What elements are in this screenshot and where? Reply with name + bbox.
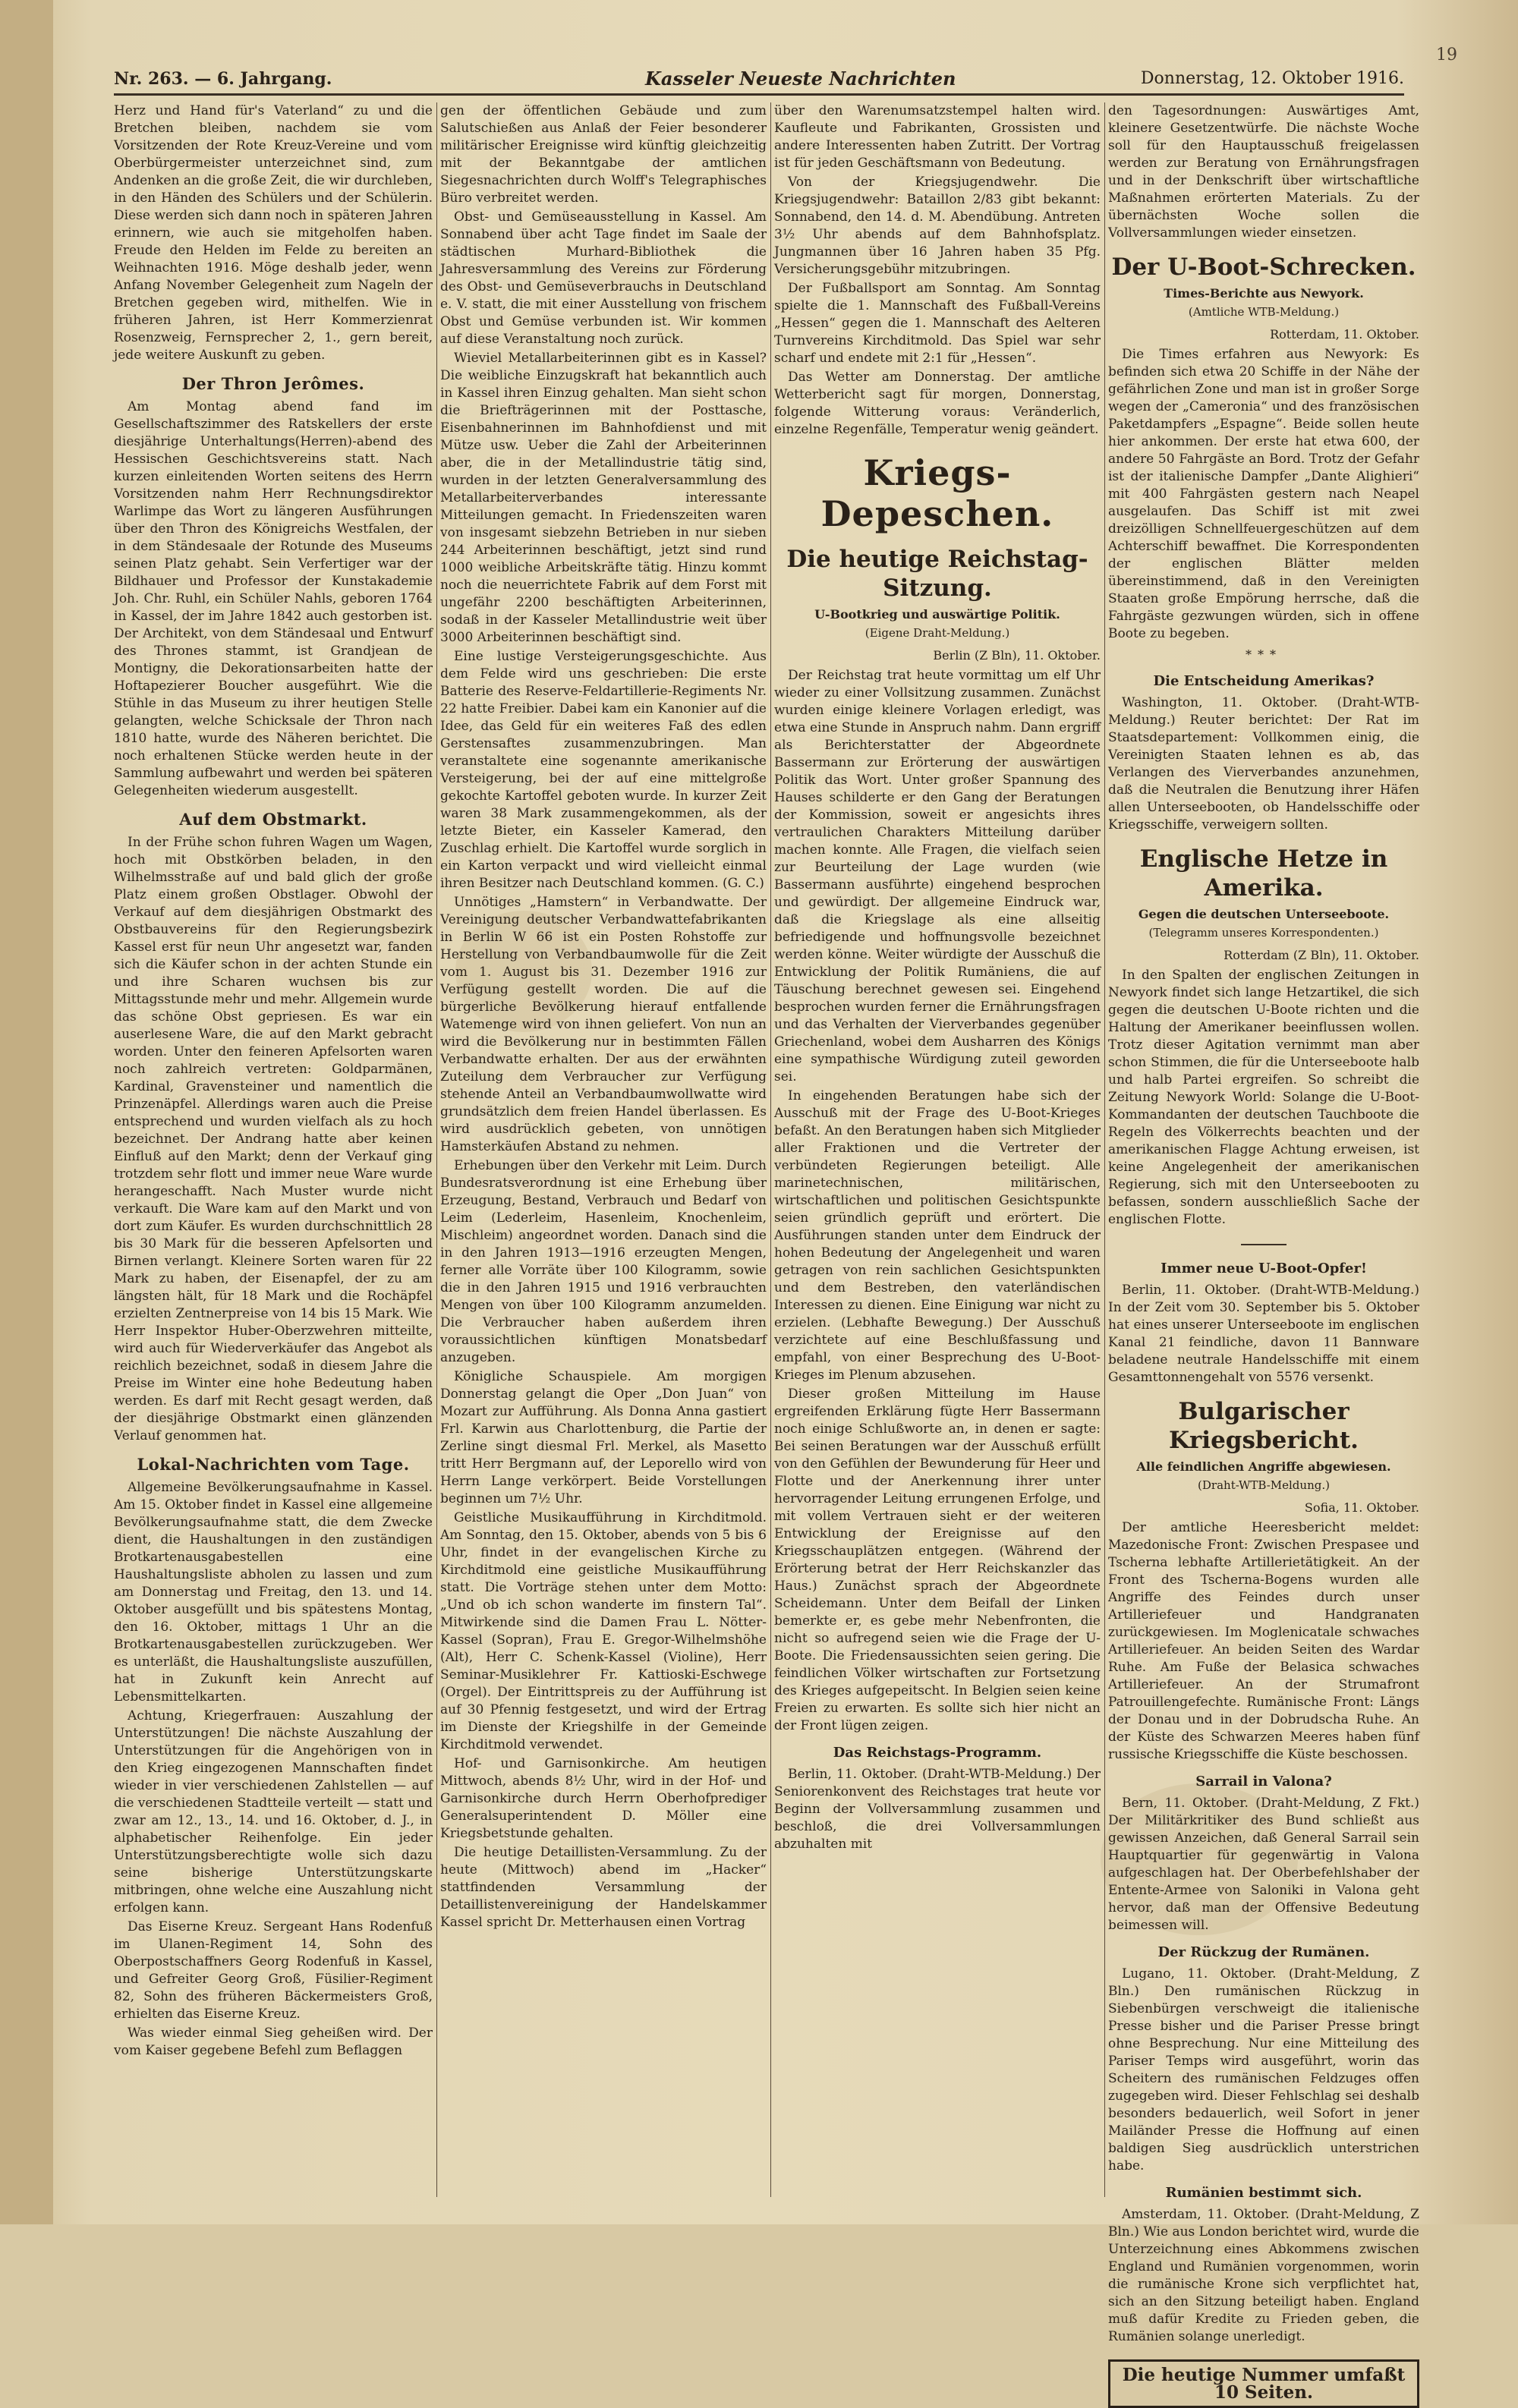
article-headline: Immer neue U-Boot-Opfer! bbox=[1161, 1261, 1367, 1276]
column-3 bbox=[774, 102, 1101, 2197]
article-text: Bern, 11. Oktober. (Draht-Meldung, Z Fkt.) Der Militärkritiker des Bund schließt aus gewissen Anzeichen, daß General Sarrail sein Hauptquartier für gegenwärtig in Valona aufgeschlagen hat. Der Oberbefehlshaber der Entente-Armee von Saloniki in Valona geht hervor, daß man der Offensive Bedeutung beimessen will. bbox=[1108, 1796, 1419, 1933]
column-rule bbox=[1104, 102, 1105, 2197]
article-dateline: Sofia, 11. Oktober. bbox=[1304, 1500, 1419, 1515]
issue-date: Donnerstag, 12. Oktober 1916. bbox=[1140, 69, 1404, 88]
article-text: Was wieder einmal Sieg geheißen wird. Der vom Kaiser gegebene Befehl zum Beflaggen bbox=[114, 2026, 433, 2058]
page-count-notice: Die heutige Nummer umfaßt 10 Seiten. bbox=[1108, 2359, 1419, 2408]
page-header bbox=[114, 65, 1404, 96]
article-text: Der Reichstag trat heute vormittag um elf Uhr wieder zu einer Vollsitzung zusammen. Zunächst wurden einige kleinere Vorlagen erledigt, was etwa eine Stunde in Anspruch nahm. Dann ergriff als Berichterstatter der Abgeordnete Bassermann zur Erörterung der auswärtigen Politik das Wort. Unter großer Spannung des Hauses schilderte er den Gang der Beratungen der Kommission, soweit er angesichts ihres vertraulichen Charakters Mitteilung darüber machen konnte. Alle Fragen, die vielfach seien zur Beurteilung der Lage wurden (wie Bassermann ausführte) eingehend besprochen und gewürdigt. Der allgemeine Eindruck war, daß die Kriegslage als eine allseitig befriedigende und hoffnungsvolle bezeichnet werden könne. Weiter würdigte der Ausschuß die Entwicklung der Politik Rumäniens, die auf Täuschung berechnet gewesen sei. Eingehend besprochen wurden ferner die Ernährungsfragen und das Verhalten der Vierverbandes gegenüber Griechenland, wobei dem Ausharren des Königs eine sympathische Würdigung zuteil geworden sei. bbox=[774, 668, 1101, 1084]
issue-number: Nr. 263. — 6. Jahrgang. bbox=[114, 69, 332, 89]
article-text: gen der öffentlichen Gebäude und zum Salutschießen aus Anlaß der Feier besonderer militärischer Ereignisse wird künftig gleichzeitig mit der Bekanntgabe der amtlichen Siegesnachrichten durch Wolff's Telegraphisches Büro verbreitet werden. bbox=[440, 103, 767, 206]
article-headline: Auf dem Obstmarkt. bbox=[179, 810, 367, 829]
article-text: Eine lustige Versteigerungsgeschichte. Aus dem Felde wird uns geschrieben: Die erste Batterie des Reserve-Feldartillerie-Regiments Nr. 22 hatte Freibier. Dabei kam ein Kanonier auf die Idee, das Geld für ein weiteres Faß des edlen Gerstensaftes zusammenzubringen. Man veranstaltete eine sogenannte amerikanische Versteigerung, bei der auf eine mittelgroße gekochte Kartoffel geboten wurde. In kurzer Zeit waren 38 Mark zusammengekommen, als der letzte Bieter, ein Kasseler Kamerad, den Zuschlag erhielt. Die Kartoffel wurde sorglich in ein Karton verpackt und wird vielleicht einmal ihren Besitzer nach Deutschland kommen. (G. C.) bbox=[440, 649, 767, 891]
article-dateline: Rotterdam (Z Bln), 11. Oktober. bbox=[1224, 948, 1419, 962]
column-rule bbox=[770, 102, 771, 2197]
article-text: Herz und Hand für's Vaterland“ zu und die Bretchen bleiben, nachdem sie vom Vorsitzenden der Rote Kreuz-Vereine und vom Oberbürgermeister unterzeichnet sind, zum Andenken an die große Zeit, die wir durchleben, in den Händen des Schülers und der Schülerin. Diese werden sich dann noch in späteren Jahren erinnern, wie auch sie mitgeholfen haben. Freude den Helden im Felde zu bereiten an Weihnachten 1916. Möge deshalb jeder, wenn Anfang November Gelegenheit zum Nageln der Bretchen gegeben wird, mithelfen. Wie in früheren Jahren, ist Herr Kommerzienrat Rosenzweig, Fernsprecher 2, 1., gern bereit, jede weitere Auskunft zu geben. bbox=[114, 103, 433, 363]
article-text: Erhebungen über den Verkehr mit Leim. Durch Bundesratsverordnung ist eine Erhebung über Erzeugung, Bestand, Verbrauch und Bedarf von Leim (Lederleim, Hasenleim, Knochenleim, Mischleim) angeordnet worden. Danach sind die in den Jahren 1913—1916 erzeugten Mengen, ferner alle Vorräte über 100 Kilogramm, sowie die in den Jahren 1915 und 1916 verbrauchten Mengen von über 100 Kilogramm anzumelden. Die Verbraucher haben außerdem ihren voraussichtlichen künftigen Monatsbedarf anzugeben. bbox=[440, 1158, 767, 1365]
article-text: Geistliche Musikaufführung in Kirchditmold. Am Sonntag, den 15. Oktober, abends von 5 bis 6 Uhr, findet in der evangelischen Kirche zu Kirchditmold eine geistliche Musikaufführung statt. Die Vorträge stehen unter dem Motto: „Und ob ich schon wanderte im finstern Tal“. Mitwirkende sind die Damen Frau L. Nötter-Kassel (Sopran), Frau E. Gregor-Wilhelmshöhe (Alt), Herr C. Schenk-Kassel (Violine), Herr Seminar-Musiklehrer Fr. Kattioski-Eschwege (Orgel). Der Eintrittspreis zu der Aufführung ist auf 30 Pfennig festgesetzt, und wird der Ertrag im Dienste der Kriegshilfe in der Gemeinde Kirchditmold verwendet. bbox=[440, 1510, 767, 1752]
article-text: Dieser großen Mitteilung im Hause ergreifenden Erklärung fügte Herr Bassermann noch einige Schlußworte an, in denen er sagte: Bei seinen Beratungen war der Ausschuß erfüllt von den Gefühlen der Bewunderung für Heer und Flotte und der Anerkennung ihrer unter hervorragender Leitung errungenen Erfolge, und mit vollem Vertrauen sieht er der weiteren Entwicklung der Ereignisse auf den Kriegsschauplätzen entgegen. (Während der Erörterung betrat der Herr Reichskanzler das Haus.) Zunächst sprach der Abgeordnete Scheidemann. Unter dem Beifall der Linken bemerkte er, es gebe mehr Nebenfronten, die nicht so aufregend seien wie die Frage der U-Boote. Die Friedensaussichten seien gering. Die feindlichen Völker wirtschaften zur Fortsetzung des Krieges aufgepeitscht. In Belgien seien keine Freien zu erwarten. Es sollte sich hier nicht an der Front lügen zeigen. bbox=[774, 1387, 1101, 1733]
article-headline: Die Entscheidung Amerikas? bbox=[1153, 673, 1375, 689]
section-banner-headline: Kriegs-Depeschen. bbox=[820, 452, 1054, 534]
article-text: In den Spalten der englischen Zeitungen in Newyork findet sich lange Hetzartikel, die sich gegen die deutschen U-Boote richten und die Haltung der Amerikaner beeinflussen wollen. Trotz dieser Agitation vernimmt man aber schon Stimmen, die für die Unterseeboote halb und halb Partei ergreifen. So schreibt die Zeitung Newyork World: Solange die U-Boot-Kommandanten der deutschen Tauchboote die Regeln des Völkerrechts beachten und der amerikanischen Flagge Achtung erweisen, ist keine Angelegenheit der amerikanischen Regierung, sich mit den Unterseebooten zu befassen, sondern ausschließlich Sache der englischen Flotte. bbox=[1108, 968, 1419, 1227]
article-text: Amsterdam, 11. Oktober. (Draht-Meldung, Z Bln.) Wie aus London berichtet wird, wurde die Unterzeichnung eines Abkommens zwischen England und Rumänien vorgenommen, worin die rumänische Krone sich verpflichtet hat, sich an den Sitzung beteiligt haben. England muß dafür Kredite zu Frieden geben, die Rumänien solange unerledigt. bbox=[1108, 2207, 1419, 2344]
article-source: (Telegramm unseres Korrespondenten.) bbox=[1148, 926, 1379, 940]
article-text: Am Montag abend fand im Gesellschaftszimmer des Ratskellers der erste diesjährige Unterhaltungs(Herren)-abend des Hessischen Geschichtsvereins statt. Nach kurzen einleitenden Worten seitens des Herrn Vorsitzenden nahm Herr Rechnungsdirektor Warlimpe das Wort zu längeren Ausführungen über den Thron des Königreichs Westfalen, der in dem Ständesaale der Rotunde des Museums seinen Platz gehabt. Sein Verfertiger war der Bildhauer und Professor der Kunstakademie Joh. Chr. Ruhl, ein Schüler Nahls, geboren 1764 in Kassel, der im Jahre 1842 auch gestorben ist. Der Architekt, von dem Ständesaal und Entwurf des Thrones stammt, ist Grandjean de Montigny, die Dekorationsarbeiten hatte der Hoftapezierer Boucher ausgeführt. Wie die Stühle in das Museum zu ihrer heutigen Stelle gelangten, welche Schicksale der Thron nach 1810 hatte, wurde des Näheren berichtet. Die noch erhaltenen Stücke werden heute in der Sammlung aufbewahrt und werden bei späteren Gelegenheiten wiederum ausgestellt. bbox=[114, 399, 433, 798]
article-source: (Amtliche WTB-Meldung.) bbox=[1188, 305, 1340, 319]
article-subheadline: U-Bootkrieg und auswärtige Politik. bbox=[814, 607, 1060, 622]
article-text: Lugano, 11. Oktober. (Draht-Meldung, Z Bln.) Den rumänischen Rückzug in Siebenbürgen verschweigt die italienische Presse bisher und die Pariser Presse bringt ohne Besprechung. Nur eine Mitteilung des Pariser Temps wird ausgeführt, worin das Scheitern des rumänischen Feldzuges offen zugegeben wird. Dieser Fehlschlag sei deshalb besonders bedauerlich, weil Sofort in jener Mailänder Presse die Hoffnung auf einen baldigen Sieg ausdrücklich unterstrichen habe. bbox=[1108, 1966, 1419, 2173]
article-text: Achtung, Kriegerfrauen: Auszahlung der Unterstützungen! Die nächste Auszahlung der Unterstützungen für die Angehörigen von in den Krieg eingezogenen Mannschaften findet wieder in vier verschiedenen Zahlstellen — auf die verschiedenen Stadtteile verteilt — statt und zwar am 12., 13., 14. und 16. Oktober, d. J., in alphabetischer Reihenfolge. Ein jeder Unterstützungsberechtigte wolle sich dazu seine bisherige Unterstützungskarte mitbringen, ohne welche eine Auszahlung nicht erfolgen kann. bbox=[114, 1708, 433, 1915]
article-dateline: Rotterdam, 11. Oktober. bbox=[1270, 327, 1419, 342]
separator-rule bbox=[1108, 1233, 1419, 1251]
article-text: Hof- und Garnisonkirche. Am heutigen Mittwoch, abends 8½ Uhr, wird in der Hof- und Garnisonkirche durch Herrn Oberhofprediger Generalsuperintendent D. Möller eine Kriegsbetstunde gehalten. bbox=[440, 1756, 767, 1841]
article-subheadline: Times-Berichte aus Newyork. bbox=[1164, 286, 1364, 301]
article-text: Wieviel Metallarbeiterinnen gibt es in Kassel? Die weibliche Einzugskraft hat bekanntlich auch in Kassel ihren Einzug gehalten. Man sieht schon die Briefträgerinnen mit der Posttasche, Eisenbahnerinnen im Bahnhofdienst und mit Mütze usw. Ueber die Zahl der Arbeiterinnen aber, die in der Metallindustrie tätig sind, wurden in der letzten Generalversammlung des Metallarbeiterverbandes interessante Mitteilungen gemacht. In Friedenszeiten waren von insgesamt siebzehn Betrieben in nur sieben 244 Arbeiterinnen beschäftigt, jetzt sind rund 1000 weibliche Arbeitskräfte tätig. Hinzu kommt noch die neuerrichtete Fabrik auf dem Forst mit ungefähr 2200 beschäftigten Arbeiterinnen, sodaß in der Kasseler Metallindustrie weit über 3000 Arbeiterinnen beschäftigt sind. bbox=[440, 351, 767, 645]
article-text: Die Times erfahren aus Newyork: Es befinden sich etwa 20 Schiffe in der Nähe der gefährlichen Zone und man ist in großer Sorge wegen der „Cameronia“ und des französischen Paketdampfers „Espagne“. Beide sollen heute hier ankommen. Der erste hat etwa 600, der andere 50 Fahrgäste an Bord. Trotz der Gefahr ist der italienische Dampfer „Dante Alighieri“ mit 400 Fahrgästen gestern nach Neapel ausgelaufen. Das Schiff ist mit zwei dreizölligen Schnellfeuergeschützen auf dem Achterschiff bewaffnet. Die Korrespondenten der englischen Blätter melden übereinstimmend, daß in den Vereinigten Staaten große Empörung herrsche, daß die Fahrgäste gezwungen würden, sich in offene Boote zu begeben. bbox=[1108, 347, 1419, 641]
article-headline: Der Rückzug der Rumänen. bbox=[1157, 1944, 1370, 1960]
article-dateline: Berlin (Z Bln), 11. Oktober. bbox=[933, 648, 1101, 663]
section-headline: Lokal-Nachrichten vom Tage. bbox=[137, 1455, 410, 1474]
column-4 bbox=[1108, 102, 1419, 2403]
article-headline: Der Thron Jerômes. bbox=[181, 374, 365, 393]
binding-margin bbox=[0, 0, 53, 2224]
article-text: Unnötiges „Hamstern“ in Verbandwatte. Der Vereinigung deutscher Verbandwattefabrikanten in Berlin W 66 ist ein Posten Rohstoffe zur Herstellung von Verbandbaumwolle für die Zeit vom 1. August bis 31. Dezember 1916 zur Verfügung gestellt worden. Die auf die bürgerliche Bevölkerung hierauf entfallende Watemenge wird von ihnen geliefert. Von nun an wird die Bevölkerung nur in bestimmten Fällen Verbandwatte erhalten. Der aus der erwähnten Zuteilung dem Verbraucher zur Verfügung stehende Anteil an Verbandbaumwollwatte wird grundsätzlich dem freien Handel überlassen. Es wird ausdrücklich gebeten, von unnötigen Hamsterkäufen Abstand zu nehmen. bbox=[440, 895, 767, 1154]
article-text: Berlin, 11. Oktober. (Draht-WTB-Meldung.) In der Zeit vom 30. September bis 5. Oktober hat eines unserer Unterseeboote im englischen Kanal 21 feindliche, davon 11 Bannware beladene neutrale Handelsschiffe mit einem Gesamttonnengehalt von 5576 versenkt. bbox=[1108, 1283, 1419, 1385]
article-text: In eingehenden Beratungen habe sich der Ausschuß mit der Frage des U-Boot-Krieges befaßt. An den Beratungen haben sich Mitglieder aller Fraktionen und die Vertreter der verbündeten Regierungen beteiligt. Alle marinetechnischen, militärischen, wirtschaftlichen und politischen Gesichtspunkte seien gründlich geprüft und erörtert. Die Ausführungen standen unter dem Eindruck der hohen Bedeutung der Angelegenheit und waren getragen von rein sachlichen Gesichtspunkten und dem Bestreben, den vaterländischen Interessen zu dienen. Eine Einigung war nicht zu erzielen. (Lebhafte Bewegung.) Der Ausschuß verzichtete auf eine Beschlußfassung und empfahl, von einer Besprechung des U-Boot-Krieges im Plenum abzusehen. bbox=[774, 1088, 1101, 1383]
column-rule bbox=[436, 102, 437, 2197]
article-headline: Das Reichstags-Programm. bbox=[833, 1745, 1042, 1761]
article-subheadline: Alle feindlichen Angriffe abgewiesen. bbox=[1136, 1459, 1391, 1474]
article-text: Berlin, 11. Oktober. (Draht-WTB-Meldung.) Der Seniorenkonvent des Reichstages trat heute vor Beginn der Vollversammlung zusammen und beschloß, die drei Vollversammlungen abzuhalten mit bbox=[774, 1767, 1101, 1852]
article-text: Königliche Schauspiele. Am morgigen Donnerstag gelangt die Oper „Don Juan“ von Mozart zur Aufführung. Als Donna Anna gastiert Frl. Karwin aus Charlottenburg, die Partie der Zerline singt diesmal Frl. Merkel, als Masetto tritt Herr Bergmann auf, der Leporello wird von Herrn Lange verkörpert. Beide Vorstellungen beginnen um 7½ Uhr. bbox=[440, 1369, 767, 1506]
article-headline: Rumänien bestimmt sich. bbox=[1165, 2185, 1362, 2201]
article-text: Obst- und Gemüseausstellung in Kassel. Am Sonnabend über acht Tage findet im Saale der städtischen Murhard-Bibliothek die Jahresversammlung des Vereins zur Förderung des Obst- und Gemüseverbrauchs in Deutschland e. V. statt, die mit einer Ausstellung von frischem Obst und Gemüse verbunden ist. Wir kommen auf diese Veranstaltung noch zurück. bbox=[440, 209, 767, 347]
page-corner-number: 19 bbox=[1436, 46, 1457, 65]
article-source: (Eigene Draht-Meldung.) bbox=[865, 626, 1010, 640]
article-headline: Die heutige Reichstag-Sitzung. bbox=[786, 546, 1088, 602]
article-headline: Englische Hetze in Amerika. bbox=[1139, 845, 1388, 902]
article-text: Von der Kriegsjugendwehr. Die Kriegsjugendwehr: Bataillon 2/83 gibt bekannt: Sonnabend, den 14. d. M. Abendübung. Antreten 3½ Uhr abends auf dem Bahnhofsplatz. Jungmannen über 16 Jahren haben 35 Pfg. Versicherungsgebühr mitzubringen. bbox=[774, 175, 1101, 277]
article-text: Das Eiserne Kreuz. Sergeant Hans Rodenfuß im Ulanen-Regiment 14, Sohn des Oberpostschaffners Georg Rodenfuß in Kassel, und Gefreiter Georg Groß, Füsilier-Regiment 82, Sohn des früheren Bäckermeisters Groß, erhielten das Eiserne Kreuz. bbox=[114, 1919, 433, 2022]
article-headline: Bulgarischer Kriegsbericht. bbox=[1169, 1398, 1359, 1454]
article-text: Der amtliche Heeresbericht meldet: Mazedonische Front: Zwischen Prespasee und Tscherna lebhafte Artillerietätigkeit. An der Front des Tscherna-Bogens wurden alle Angriffe des Feindes durch unser Artilleriefeuer und Handgranaten zurückgewiesen. Im Moglenicatale schwaches Artilleriefeuer. An beiden Seiten des Wardar Ruhe. Am Fuße der Belasica schwaches Artilleriefeuer. An der Strumafront Patrouillengefechte. Rumänische Front: Längs der Donau und in der Dobrudscha Ruhe. An der Küste des Schwarzen Meeres haben fünf russische Kriegsschiffe die Küste beschossen. bbox=[1108, 1520, 1419, 1762]
column-2 bbox=[440, 102, 767, 2197]
column-1 bbox=[114, 102, 433, 2197]
article-text: Der Fußballsport am Sonntag. Am Sonntag spielte die 1. Mannschaft des Fußball-Vereins „Hessen“ gegen die 1. Mannschaft des Aelteren Turnvereins Kirchditmold. Das Spiel war sehr scharf und endete mit 2:1 für „Hessen“. bbox=[774, 281, 1101, 366]
article-headline: Der U-Boot-Schrecken. bbox=[1111, 253, 1416, 281]
article-text: Allgemeine Bevölkerungsaufnahme in Kassel. Am 15. Oktober findet in Kassel eine allgemeine Bevölkerungsaufnahme statt, die dem Zwecke dient, die Haushaltungen in den zuständigen Brotkartenausgabestellen eine Haushaltungsliste abholen zu lassen und zum am Donnerstag und Freitag, den 13. und 14. Oktober ausgefüllt und bis spätestens Montag, den 16. Oktober, mittags 1 Uhr an die Brotkartenausgabestellen zurückzugeben. Wer es unterläßt, die Haushaltungsliste auszufüllen, hat in Zukunft kein Anrecht auf Lebensmittelkarten. bbox=[114, 1480, 433, 1704]
newspaper-title: Kasseler Neueste Nachrichten bbox=[645, 68, 956, 90]
article-source: (Draht-WTB-Meldung.) bbox=[1198, 1478, 1330, 1492]
separator-stars: *** bbox=[1246, 647, 1282, 662]
article-text: Das Wetter am Donnerstag. Der amtliche Wetterbericht sagt für morgen, Donnerstag, folgende Witterung voraus: Veränderlich, einzelne Regenfälle, Temperatur wenig geändert. bbox=[774, 370, 1101, 437]
article-text: Die heutige Detaillisten-Versammlung. Zu der heute (Mittwoch) abend im „Hacker“ stattfindenden Versammlung der Detaillistenvereinigung der Handelskammer Kassel spricht Dr. Metterhausen einen Vortrag bbox=[440, 1845, 767, 1930]
article-text: In der Frühe schon fuhren Wagen um Wagen, hoch mit Obstkörben beladen, in den Wilhelmsstraße auf und bald glich der große Platz einem großen Obstlager. Obwohl der Verkauf auf dem diesjährigen Obstmarkt des Obstbauvereins für den Regierungsbezirk Kassel erst für neun Uhr angesetzt war, fanden sich die Käufer schon in der achten Stunde ein und ihre Scharen wuchsen bis zur Mittagsstunde mehr und mehr. Allgemein wurde das schöne Obst gepriesen. Es war ein auserlesene Ware, die auf den Markt gebracht worden. Unter den feineren Apfelsorten waren noch zahlreich vertreten: Goldparmänen, Kardinal, Gravensteiner und namentlich die Prinzenäpfel. Allerdings waren auch die Preise entsprechend und wurden vielfach als zu hoch bezeichnet. Der Andrang hatte aber keinen Einfluß auf den Markt; denn der Verkauf ging trotzdem sehr flott und immer neue Ware wurde herangeschafft. Nach Muster wurde nicht verkauft. Die Ware kam auf den Markt und von dort zum Käufer. Es wurden durchschnittlich 28 bis 30 Mark für die besseren Apfelsorten und Birnen verlangt. Kleinere Sorten waren für 22 Mark zu haben, der Eisenapfel, der zu am längsten hält, für 18 Mark und die Rochäpfel erzielten Zentnerpreise von 14 bis 15 Mark. Wie Herr Inspektor Huber-Oberzwehren mitteilte, wird auch für Wiederverkäufer das Angebot als reichlich bezeichnet, sodaß in diesem Jahre die Preise im Winter eine hohe Bedeutung haben werden. Es darf mit Recht gesagt werden, daß der diesjährige Obstmarkt einen glänzenden Verlauf genommen hat. bbox=[114, 835, 433, 1443]
article-headline: Sarrail in Valona? bbox=[1195, 1774, 1332, 1789]
article-subheadline: Gegen die deutschen Unterseeboote. bbox=[1138, 907, 1390, 921]
article-text: den Tagesordnungen: Auswärtiges Amt, kleinere Gesetzentwürfe. Die nächste Woche soll für den Hauptausschuß freigelassen werden zur Beratung von Ernährungsfragen und in der Denkschrift über wirtschaftliche Maßnahmen erörterten Materials. Zu der übernächsten Woche sollen die Vollversammlungen wieder einsetzen. bbox=[1108, 103, 1419, 241]
article-text: über den Warenumsatzstempel halten wird. Kaufleute und Fabrikanten, Grossisten und andere Interessenten haben Zutritt. Der Vortrag ist für jeden Geschäftsmann von Bedeutung. bbox=[774, 103, 1101, 171]
article-text: Washington, 11. Oktober. (Draht-WTB-Meldung.) Reuter berichtet: Der Rat im Staatsdepartement: Vollkommen einig, die Vereinigten Staaten lehnen es ab, das Verlangen des Vierverbandes anzunehmen, daß die Neutralen die Benutzung ihrer Häfen allen Unterseebooten, ob Handelsschiffe oder Kriegsschiffe, verweigern sollten. bbox=[1108, 695, 1419, 833]
